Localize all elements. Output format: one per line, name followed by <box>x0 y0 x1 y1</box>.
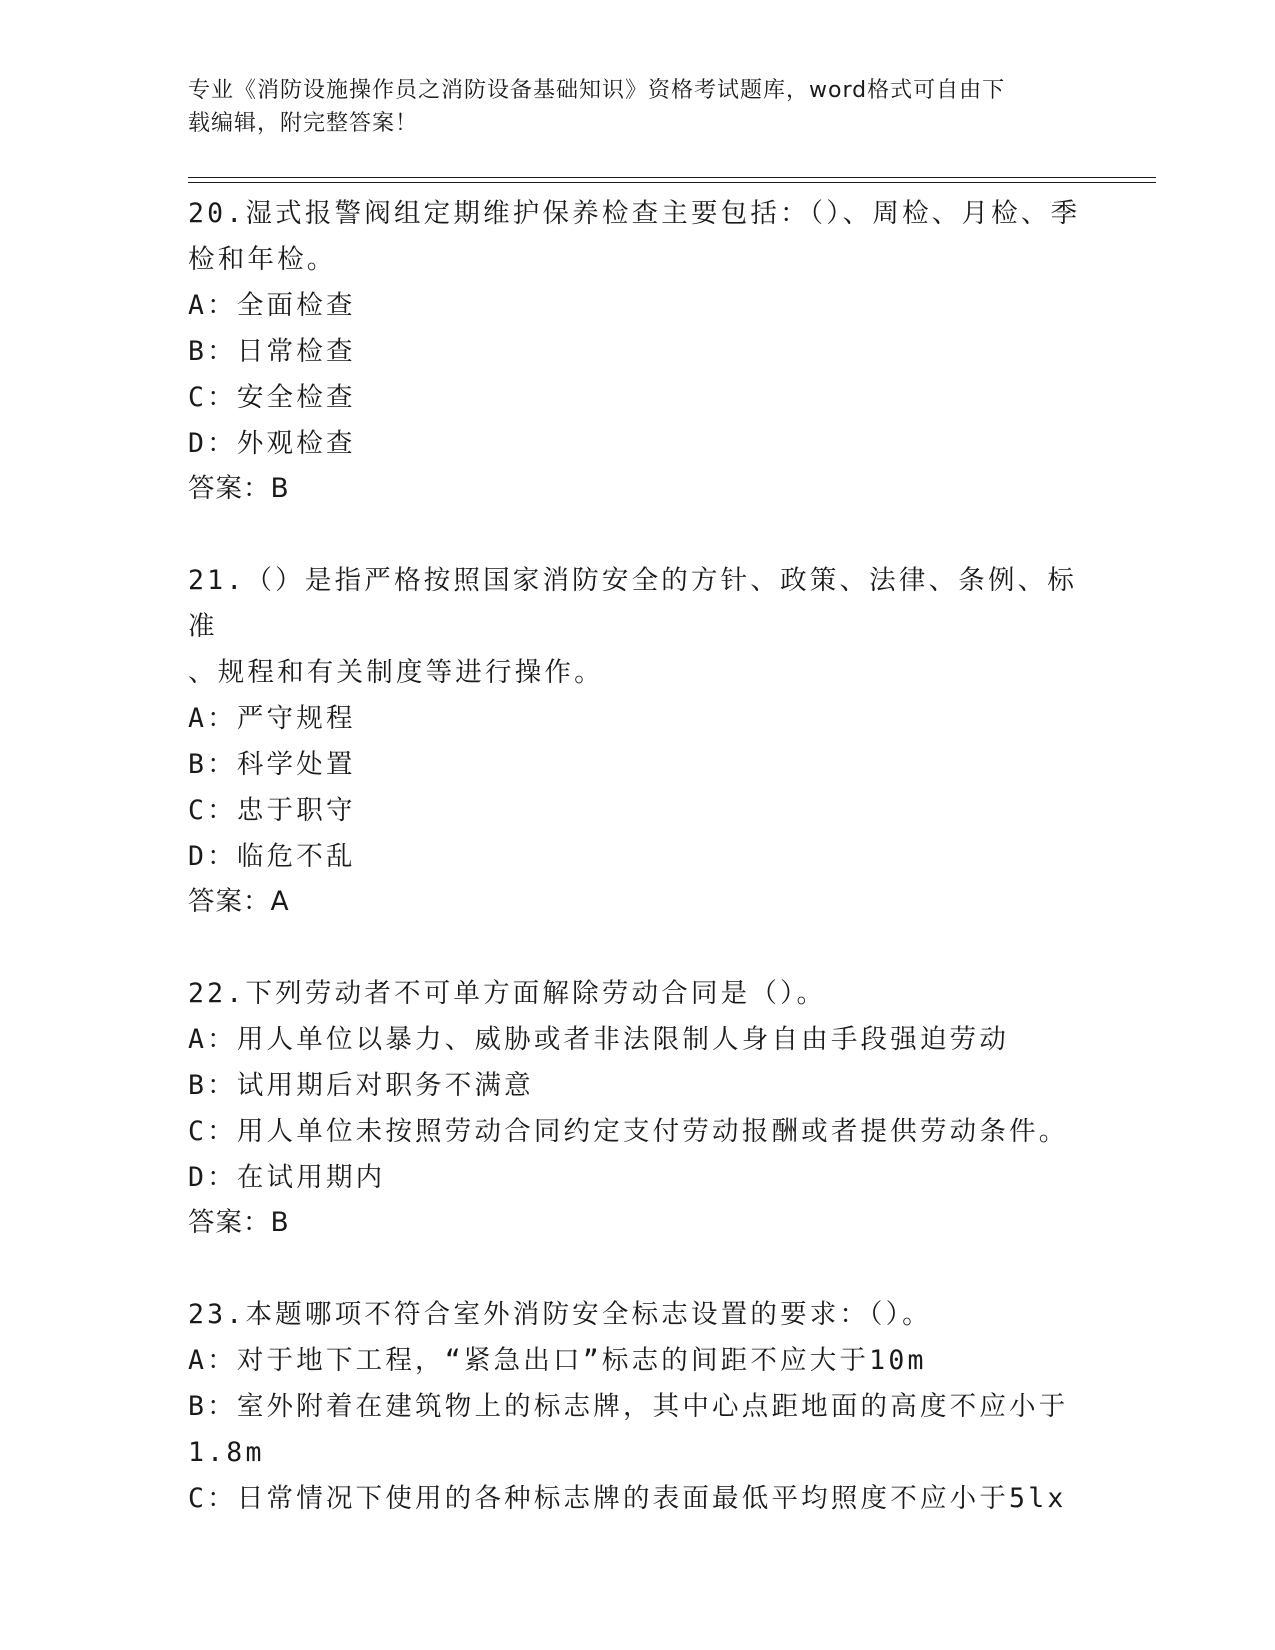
option-d: D：外观检查 <box>188 428 356 459</box>
question-stem-line: 23.本题哪项不符合室外消防安全标志设置的要求：（）。 <box>188 1299 932 1330</box>
option-b: B：日常检查 <box>188 336 356 367</box>
option-b: B：室外附着在建筑物上的标志牌，其中心点距地面的高度不应小于 <box>188 1391 1069 1422</box>
answer-line: 答案：B <box>188 473 290 504</box>
question-stem-line: 21.（）是指严格按照国家消防安全的方针、政策、法律、条例、标准 <box>188 565 1078 642</box>
option-a: A：全面检查 <box>188 290 356 321</box>
answer-line: 答案：A <box>188 886 290 917</box>
question-23 <box>188 1292 1088 1522</box>
question-20 <box>188 191 1088 511</box>
option-c: C：日常情况下使用的各种标志牌的表面最低平均照度不应小于5lx <box>188 1483 1067 1514</box>
question-stem-line: 20.湿式报警阀组定期维护保养检查主要包括：（）、周检、月检、季 <box>188 198 1081 229</box>
question-21 <box>188 558 1088 924</box>
option-b: B：试用期后对职务不满意 <box>188 1070 534 1101</box>
header-line-2: 载编辑，附完整答案！ <box>188 111 419 136</box>
option-c: C：用人单位未按照劳动合同约定支付劳动报酬或者提供劳动条件。 <box>188 1116 1069 1147</box>
option-a: A：对于地下工程，“紧急出口”标志的间距不应大于10m <box>188 1345 927 1376</box>
option-a: A：严守规程 <box>188 703 356 734</box>
option-b-continued: 1.8m <box>188 1437 265 1468</box>
header-divider-bottom <box>188 182 1156 183</box>
option-a: A：用人单位以暴力、威胁或者非法限制人身自由手段强迫劳动 <box>188 1024 1010 1055</box>
option-b: B：科学处置 <box>188 749 356 780</box>
question-22 <box>188 971 1088 1245</box>
option-d: D：临危不乱 <box>188 841 356 872</box>
document-header <box>188 74 1078 140</box>
question-stem-line: 22.下列劳动者不可单方面解除劳动合同是（）。 <box>188 978 827 1009</box>
answer-line: 答案：B <box>188 1207 290 1238</box>
question-stem-line: 检和年检。 <box>188 244 337 275</box>
option-d: D：在试用期内 <box>188 1162 386 1193</box>
question-list <box>188 191 1088 1569</box>
option-c: C：忠于职守 <box>188 795 356 826</box>
header-divider-top <box>188 177 1156 178</box>
question-stem-line: 、规程和有关制度等进行操作。 <box>188 657 604 688</box>
header-line-1: 专业《消防设施操作员之消防设备基础知识》资格考试题库，word格式可自由下 <box>188 78 1006 103</box>
option-c: C：安全检查 <box>188 382 356 413</box>
